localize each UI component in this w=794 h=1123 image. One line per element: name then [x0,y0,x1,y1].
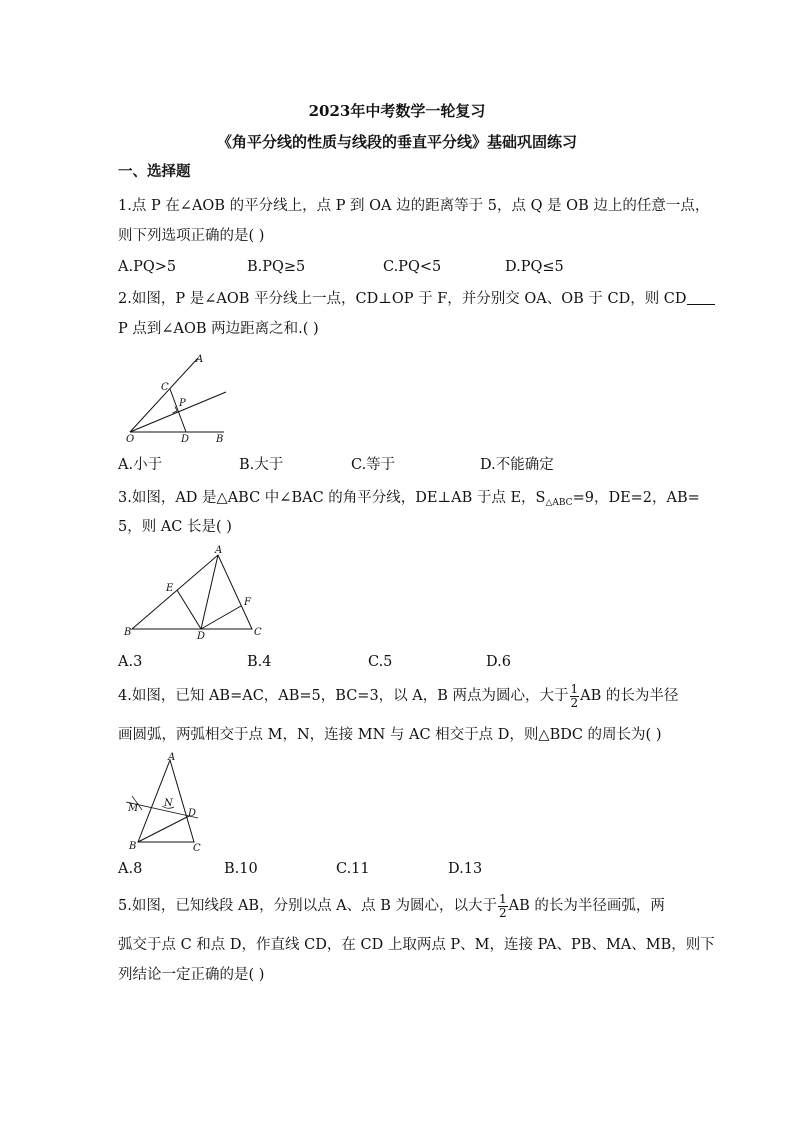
q4-label-n: N [164,798,173,809]
q4-label-m: M [128,803,139,814]
q3-segment-de [177,590,201,629]
q4-text-line1-main: 4.如图，已知 AB=AC，AB=5，BC=3，以 A，B 两点为圆心，大于 [118,688,569,704]
q1-option-c: C.PQ<5 [383,259,442,275]
q5-fraction-half [498,893,508,920]
q3-option-a: A.3 [118,654,143,670]
q2-ray-op [130,392,226,432]
q5-text-line1-end: AB 的长为半径画弧，两 [508,898,665,914]
q4-fraction-numerator: 1 [570,681,579,696]
q4-label-a: A [168,752,176,763]
q2-label-d: D [181,434,190,444]
q2-text-line1-main: 2.如图，P 是∠AOB 平分线上一点，CD⊥OP 于 F，并分别交 OA、OB 于 CD，则 CD [118,291,687,307]
q4-option-d: D.13 [448,861,483,877]
worksheet-subtitle: 《角平分线的性质与线段的垂直平分线》基础巩固练习 [216,133,577,151]
q3-label-b: B [124,627,132,638]
q2-text-line1 [118,289,715,309]
q3-figure [118,543,268,643]
q2-option-a: A.小于 [118,457,163,473]
q1-option-b: B.PQ≥5 [247,259,306,275]
q2-ray-oa [130,358,198,432]
q4-option-a: A.8 [118,861,143,877]
q1-option-a: A.PQ>5 [118,259,177,275]
q4-fraction-denominator: 2 [570,695,579,710]
q5-fraction-numerator: 1 [499,891,507,906]
q3-text-line1-end: =9，DE=2，AB= [572,490,700,506]
q4-label-c: C [193,843,201,854]
q2-segment-cd [170,389,186,432]
q4-option-c: C.11 [336,861,370,877]
q3-text-line1-main: 3.如图，AD 是△ABC 中∠BAC 的角平分线，DE⊥AB 于点 E，S [118,490,546,506]
q3-label-c: C [254,627,262,638]
q4-text-line1-end: AB 的长为半径 [580,688,679,704]
q3-text-line2: 5，则 AC 长是( ) [118,519,232,535]
q4-figure [118,750,208,855]
q3-option-c: C.5 [368,654,393,670]
q4-fraction-half [570,683,580,710]
q3-label-a: A [215,545,223,556]
q5-fraction-denominator: 2 [499,905,507,920]
worksheet-title: 2023年中考数学一轮复习 [308,102,486,120]
q4-text-line2: 画圆弧，两弧相交于点 M，N，连接 MN 与 AC 相交于点 D，则△BDC 的周长为( ) [118,727,662,743]
q2-label-p: P [179,398,186,409]
q4-label-d: D [188,808,197,819]
q4-segment-bd [138,816,189,842]
q4-label-b: B [129,841,137,852]
q3-option-b: B.4 [247,654,272,670]
q1-text-line2: 则下列选项正确的是( ) [118,228,265,244]
q5-text-line1 [118,892,665,920]
q3-label-f: F [244,597,251,608]
q3-option-d: D.6 [486,654,511,670]
q2-text-line2: P 点到∠AOB 两边距离之和.( ) [118,321,319,337]
q1-option-d: D.PQ≤5 [505,259,564,275]
q5-text-line3: 列结论一定正确的是( ) [118,967,265,983]
q3-segment-ad [201,555,218,629]
q2-label-b: B [216,434,224,444]
q3-text-line1 [118,488,700,513]
q4-option-b: B.10 [224,861,258,877]
q2-right-angle-mark [173,407,178,414]
q5-text-line1-main: 5.如图，已知线段 AB，分别以点 A、点 B 为圆心，以大于 [118,898,498,914]
q3-segment-df [201,606,241,629]
q3-label-d: D [197,631,206,642]
q2-option-b: B.大于 [239,457,284,473]
q2-option-c: C.等于 [351,457,396,473]
q2-label-o: O [126,434,135,444]
q4-text-line1 [118,682,678,710]
section-heading: 一、选择题 [118,163,191,180]
q3-area-subscript: △ABC [545,498,573,508]
q3-label-e: E [166,583,174,594]
q1-text-line1: 1.点 P 在∠AOB 的平分线上，点 P 到 OA 边的距离等于 5，点 Q 是 OB 边上的任意一点， [118,198,710,214]
q2-answer-blank [687,290,715,305]
q2-figure [118,352,233,444]
q5-text-line2: 弧交于点 C 和点 D，作直线 CD，在 CD 上取两点 P、M，连接 PA、PB、MA、MB，则下 [118,937,715,953]
q2-option-d: D.不能确定 [480,457,554,473]
q2-label-a: A [196,354,204,365]
q2-label-c: C [161,382,169,393]
q3-triangle-abc [132,555,252,629]
